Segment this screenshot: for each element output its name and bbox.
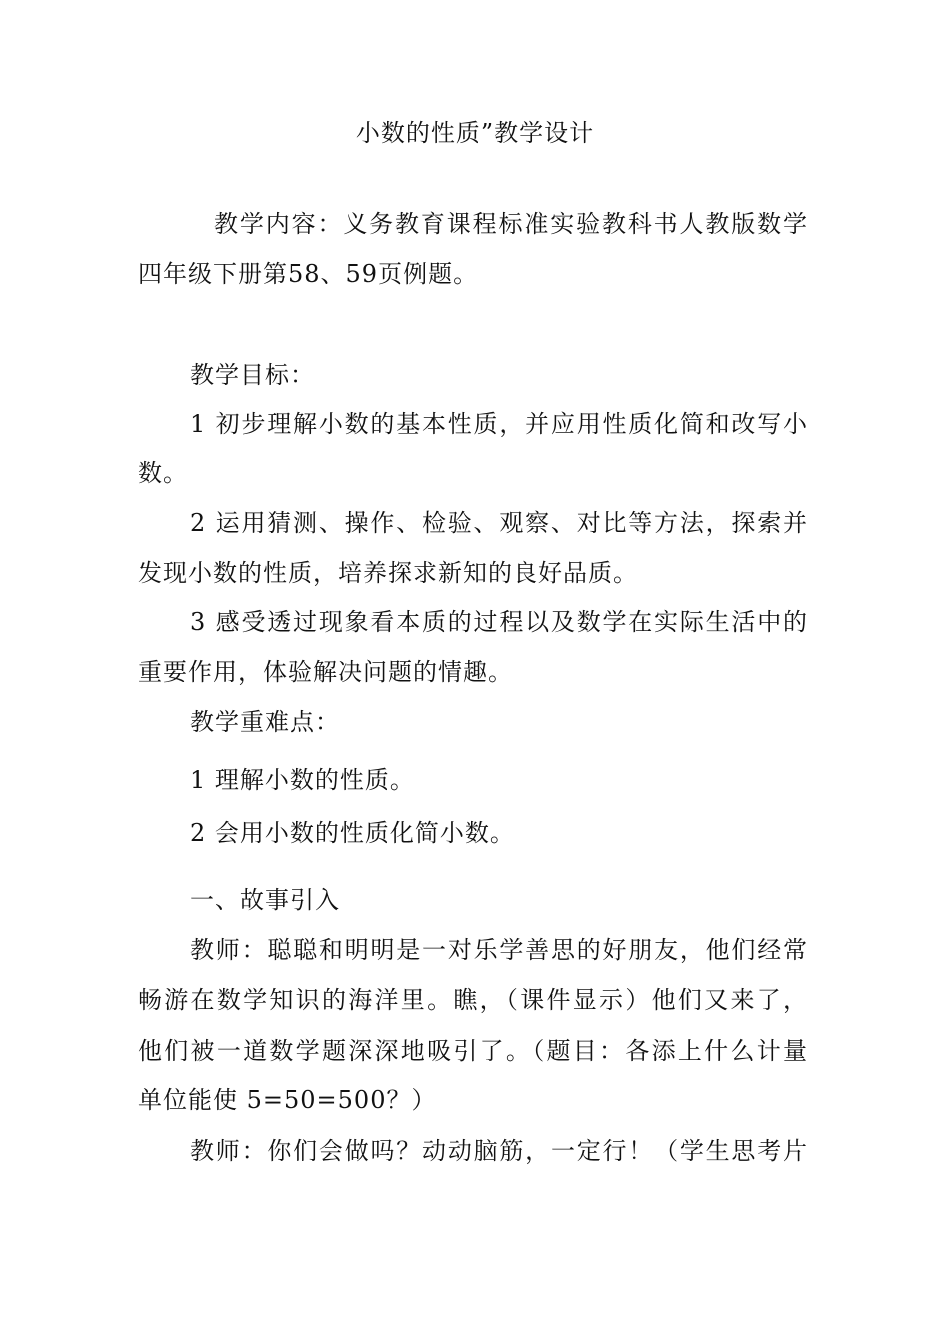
story-line-4: 单位能使 5=50=500？） (138, 1086, 437, 1114)
content-line-2: 四年级下册第58、59页例题。 (138, 260, 479, 288)
objectives-heading: 教学目标： (190, 361, 315, 389)
teacher-line-1: 教师：你们会做吗？动动脑筋，一定行！（学生思考片 (190, 1137, 808, 1165)
keypoints-heading: 教学重难点： (190, 708, 340, 736)
objective-2-line-2: 发现小数的性质，培养探求新知的良好品质。 (138, 559, 638, 587)
keypoint-2: 2 会用小数的性质化简小数。 (190, 819, 515, 847)
objective-1-line-2: 数。 (138, 459, 188, 487)
objective-3-line-1: 3 感受透过现象看本质的过程以及数学在实际生活中的 (190, 608, 808, 636)
keypoint-1: 1 理解小数的性质。 (190, 766, 415, 794)
story-line-1: 教师：聪聪和明明是一对乐学善思的好朋友，他们经常 (190, 936, 808, 964)
objective-1-line-1: 1 初步理解小数的基本性质，并应用性质化简和改写小 (190, 410, 808, 438)
story-line-2: 畅游在数学知识的海洋里。瞧，（课件显示）他们又来了， (138, 986, 808, 1014)
content-line-1: 教学内容：义务教育课程标准实验教科书人教版数学 (214, 210, 808, 238)
document-title: 小数的性质”教学设计 (355, 119, 595, 147)
objective-3-line-2: 重要作用，体验解决问题的情趣。 (138, 658, 513, 686)
story-line-3: 他们被一道数学题深深地吸引了。（题目：各添上什么计量 (138, 1037, 808, 1065)
section-1-heading: 一、故事引入 (190, 886, 340, 914)
objective-2-line-1: 2 运用猜测、操作、检验、观察、对比等方法，探索并 (190, 509, 808, 537)
